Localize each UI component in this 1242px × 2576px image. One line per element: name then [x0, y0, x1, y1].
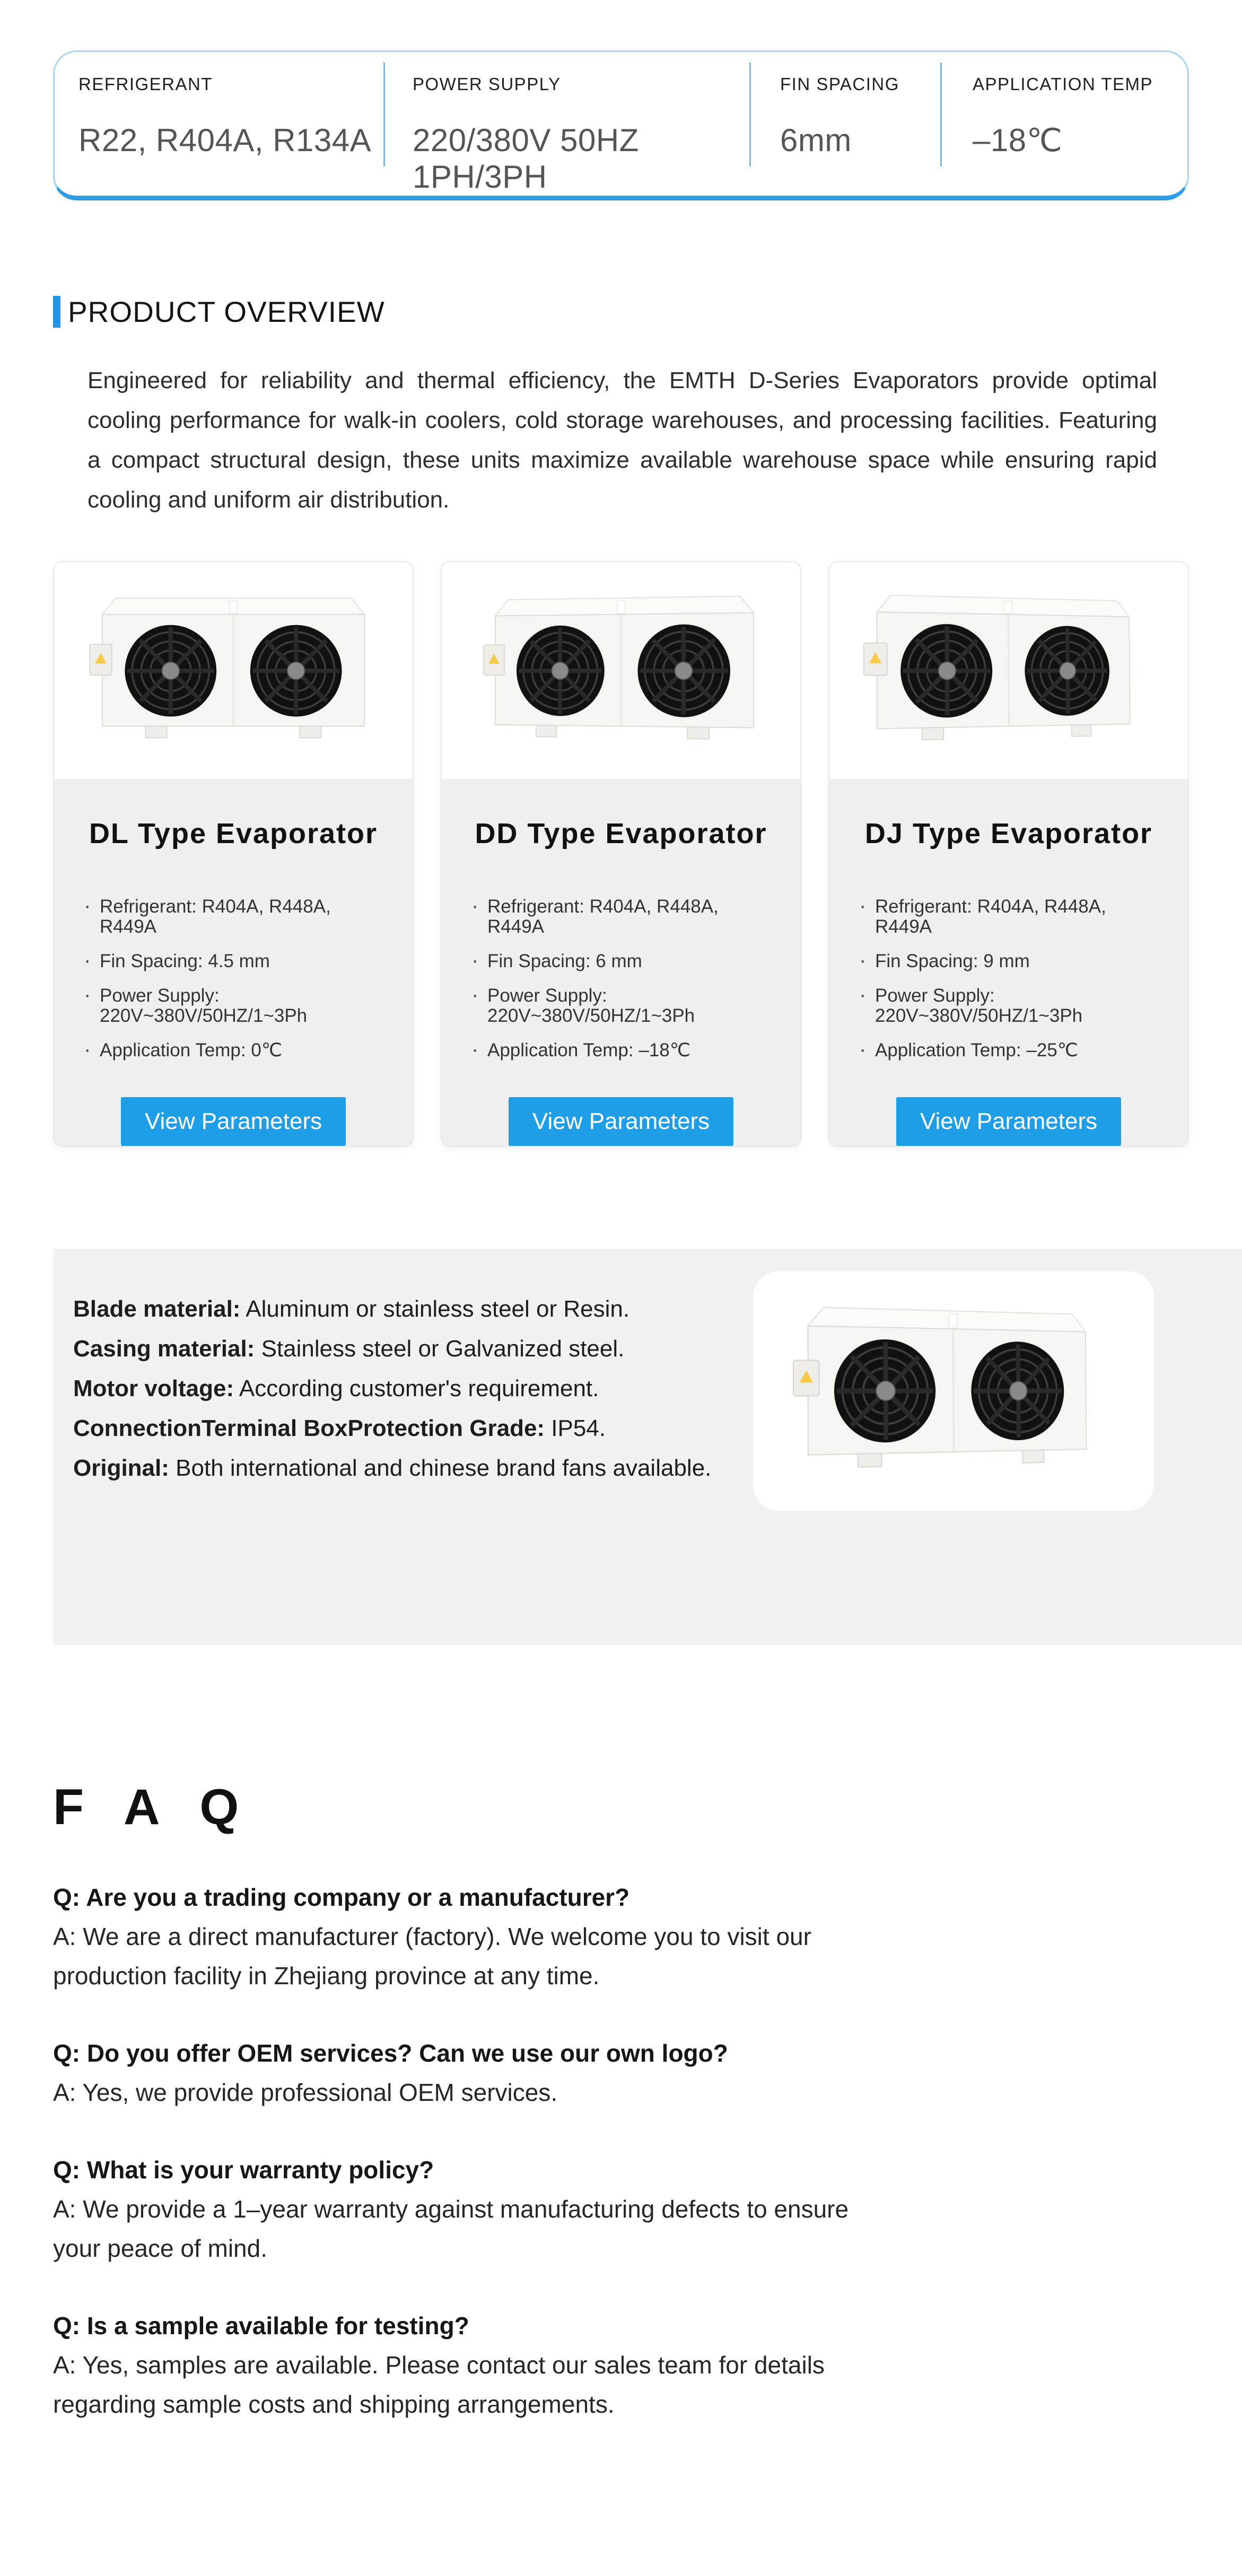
spec-item-application-temp [940, 63, 1187, 167]
faq-answer: A: We are a direct manufacturer (factory). We welcome you to visit our production facility in Zhejiang province at any time. [53, 1923, 811, 1990]
product-card-dd [441, 561, 801, 1147]
spec-bullet: · Refrigerant: R404A, R448A, R449A [469, 897, 773, 937]
spec-value: 220/380V 50HZ 1PH/3PH [413, 122, 639, 195]
faq-answer: A: Yes, samples are available. Please contact our sales team for details regarding sample costs and shipping arrangements. [53, 2351, 825, 2418]
product-cards-row [53, 561, 1189, 1147]
card-spec-list [82, 897, 385, 1075]
dd-evaporator-photo [442, 562, 800, 779]
card-title: DJ Type Evaporator [864, 818, 1153, 849]
faq-item [53, 2150, 859, 2268]
spec-item-refrigerant [55, 63, 383, 167]
feature-label: Motor voltage: [73, 1375, 234, 1401]
spec-item-power-supply [383, 63, 749, 195]
overview-paragraph: Engineered for reliability and thermal efficiency, the EMTH D-Series Evaporators provide optimal cooling performance for walk-in coolers, cold storage warehouses, and processing facilities. Featuring a compact structural design, these units maximize available warehouse space while ensuring rapid cooling and uniform air distribution. [88, 367, 1157, 513]
card-body [442, 779, 800, 1146]
faq-answer: A: We provide a 1–year warranty against manufacturing defects to ensure your peace of mind. [53, 2195, 849, 2262]
product-overview-section [53, 295, 1189, 520]
spec-label: POWER SUPPLY [413, 74, 561, 94]
spec-label: APPLICATION TEMP [973, 74, 1153, 94]
product-card-dj [828, 561, 1189, 1147]
spec-bullet: · Application Temp: –18℃ [469, 1040, 773, 1061]
evaporator-illustration [85, 591, 382, 750]
card-spec-list [857, 897, 1160, 1075]
spec-label: REFRIGERANT [78, 74, 213, 94]
spec-label: FIN SPACING [780, 74, 899, 94]
feature-item [73, 1337, 753, 1360]
faq-item [53, 1878, 859, 1995]
spec-summary-card [53, 50, 1189, 200]
view-parameters-button[interactable]: View Parameters [509, 1097, 733, 1146]
feature-value: IP54. [545, 1415, 606, 1441]
spec-bullet: · Application Temp: 0℃ [82, 1040, 385, 1061]
faq-item [53, 2306, 859, 2424]
feature-label: Casing material: [73, 1336, 255, 1362]
bottom-whitespace [0, 2462, 1242, 2576]
accent-bar [53, 296, 60, 328]
card-body [54, 779, 413, 1146]
card-title: DL Type Evaporator [89, 818, 378, 849]
product-card-dl [53, 561, 414, 1147]
card-body [829, 779, 1188, 1146]
spec-bullet: · Power Supply: 220V~380V/50HZ/1~3Ph [857, 986, 1160, 1026]
spec-value: R22, R404A, R134A [78, 122, 372, 158]
feature-value: Aluminum or stainless steel or Resin. [240, 1296, 630, 1322]
view-parameters-button[interactable]: View Parameters [896, 1097, 1121, 1146]
evaporator-photo-card [753, 1271, 1154, 1511]
feature-item [73, 1298, 753, 1320]
feature-value: Both international and chinese brand fans available. [169, 1455, 712, 1481]
feature-label: ConnectionTerminal BoxProtection Grade: [73, 1415, 545, 1441]
spec-bullet: · Application Temp: –25℃ [857, 1040, 1160, 1061]
feature-value: According customer's requirement. [234, 1375, 599, 1401]
view-parameters-button[interactable]: View Parameters [121, 1097, 346, 1146]
feature-label: Original: [73, 1455, 169, 1481]
card-title: DD Type Evaporator [475, 818, 767, 849]
spec-value: –18℃ [973, 122, 1063, 158]
feature-value: Stainless steel or Galvanized steel. [255, 1336, 625, 1362]
faq-item [53, 2034, 859, 2112]
faq-section [53, 1778, 1189, 2424]
spec-bullet: · Fin Spacing: 9 mm [857, 951, 1160, 971]
features-list [53, 1249, 753, 1645]
spec-bullet: · Refrigerant: R404A, R448A, R449A [82, 897, 385, 937]
spec-bullet: · Fin Spacing: 6 mm [469, 951, 773, 971]
evaporator-illustration [792, 1299, 1100, 1483]
card-spec-list [469, 897, 773, 1075]
evaporator-illustration [479, 589, 772, 752]
faq-question: Q: Are you a trading company or a manufacturer? [53, 1883, 630, 1911]
faq-question: Q: Do you offer OEM services? Can we use our own logo? [53, 2039, 728, 2067]
section-title: PRODUCT OVERVIEW [68, 295, 385, 328]
feature-item [73, 1377, 753, 1400]
feature-label: Blade material: [73, 1296, 241, 1322]
spec-item-fin-spacing [749, 63, 940, 167]
feature-item [73, 1457, 753, 1479]
faq-answer: A: Yes, we provide professional OEM services. [53, 2079, 558, 2106]
spec-bullet: · Power Supply: 220V~380V/50HZ/1~3Ph [469, 986, 773, 1026]
dj-evaporator-photo [829, 562, 1188, 779]
spec-bullet: · Fin Spacing: 4.5 mm [82, 951, 385, 971]
spec-value: 6mm [780, 122, 852, 158]
faq-items [53, 1878, 859, 2424]
dl-evaporator-photo [54, 562, 413, 779]
spec-bullet: · Refrigerant: R404A, R448A, R449A [857, 897, 1160, 937]
section-header [53, 295, 1189, 329]
feature-item [73, 1417, 753, 1440]
evaporator-illustration [859, 587, 1145, 754]
faq-title: F A Q [53, 1779, 253, 1835]
spec-bullet: · Power Supply: 220V~380V/50HZ/1~3Ph [82, 986, 385, 1026]
faq-question: Q: What is your warranty policy? [53, 2156, 434, 2184]
faq-question: Q: Is a sample available for testing? [53, 2312, 469, 2340]
features-section [53, 1249, 1242, 1645]
